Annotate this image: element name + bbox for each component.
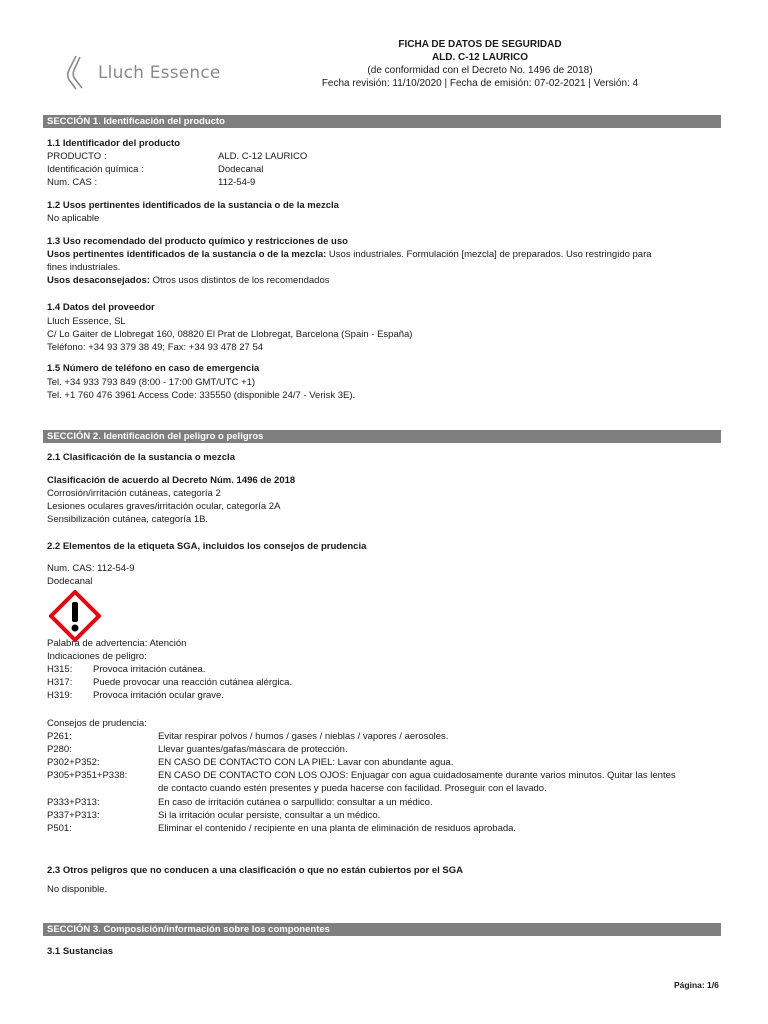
supplier-phone: Teléfono: +34 93 379 38 49; Fax: +34 93 478 27 54	[47, 342, 264, 353]
heading-1-3: 1.3 Uso recomendado del producto químico y restricciones de uso	[47, 236, 348, 247]
emergency-phone-2: Tel. +1 760 476 3961 Access Code: 335550 (disponible 24/7 - Verisk 3E).	[47, 390, 356, 401]
precaution-text: Si la irritación ocular persiste, consultar a un médico.	[158, 810, 381, 821]
precaution-text-cont: de contacto cuando estén presentes y pueda hacerse con facilidad. Proseguir con el lavado.	[158, 783, 547, 794]
section-1-header: SECCIÓN 1. Identificación del producto	[43, 115, 721, 128]
heading-1-1: 1.1 Identificador del producto	[47, 138, 181, 149]
precaution-text: EN CASO DE CONTACTO CON LA PIEL: Lavar con abundante agua.	[158, 757, 454, 768]
decree-note: (de conformidad con el Decreto No. 1496 de 2018)	[367, 65, 593, 76]
classification-heading: Clasificación de acuerdo al Decreto Núm. 1496 de 2018	[47, 475, 296, 486]
product-title: ALD. C-12 LAURICO	[431, 52, 529, 63]
signal-word: Palabra de advertencia: Atención	[47, 638, 187, 649]
precaution-code: P261:	[47, 731, 72, 742]
heading-2-2: 2.2 Elementos de la etiqueta SGA, incluidos los consejos de prudencia	[47, 541, 367, 552]
precaution-text: EN CASO DE CONTACTO CON LOS OJOS: Enjuagar con agua cuidadosamente durante varios minutos. Quitar las lentes	[158, 770, 676, 781]
precaution-text: En caso de irritación cutánea o sarpullido: consultar a un médico.	[158, 797, 433, 808]
heading-2-1: 2.1 Clasificación de la sustancia o mezcla	[47, 452, 235, 463]
precaution-code: P280:	[47, 744, 72, 755]
hazard-text: Provoca irritación cutánea.	[93, 664, 206, 675]
heading-1-2: 1.2 Usos pertinentes identificados de la sustancia o de la mezcla	[47, 200, 339, 211]
hazard-statements-label: Indicaciones de peligro:	[47, 651, 147, 662]
classification-1: Corrosión/irritación cutáneas, categoría 2	[47, 488, 221, 499]
emergency-phone-1: Tel. +34 933 793 849 (8:00 - 17:00 GMT/UTC +1)	[47, 377, 256, 388]
discouraged-uses-text: Otros usos distintos de los recomendados	[149, 275, 330, 286]
value-cas: 112-54-9	[218, 177, 256, 188]
precautionary-label: Consejos de prudencia:	[47, 718, 147, 729]
value-product: ALD. C-12 LAURICO	[218, 151, 308, 162]
classification-2: Lesiones oculares graves/irritación ocular, categoría 2A	[47, 501, 281, 512]
logo-text: Lluch Essence	[98, 63, 221, 83]
recommended-uses-line	[47, 249, 652, 262]
precaution-code: P305+P351+P338:	[47, 770, 128, 781]
label-cas-number: Num. CAS: 112-54-9	[47, 563, 135, 574]
hazard-text: Puede provocar una reacción cutánea alérgica.	[93, 677, 293, 688]
classification-3: Sensibilización cutánea, categoría 1B.	[47, 514, 209, 525]
label-cas: Num. CAS :	[47, 177, 98, 188]
doc-title: FICHA DE DATOS DE SEGURIDAD	[398, 39, 562, 50]
label-product: PRODUCTO :	[47, 151, 107, 162]
supplier-name: Lluch Essence, SL	[47, 316, 126, 327]
document-header	[290, 38, 670, 90]
heading-2-3: 2.3 Otros peligros que no conducen a una clasificación o que no están cubiertos por el SGA	[47, 865, 463, 876]
discouraged-uses-label: Usos desaconsejados:	[47, 275, 150, 286]
precaution-code: P302+P352:	[47, 757, 100, 768]
label-chemical-id: Identificación química :	[47, 164, 144, 175]
value-chemical-id: Dodecanal	[218, 164, 264, 175]
recommended-uses-cont: fines industriales.	[47, 262, 121, 273]
revision-info: Fecha revisión: 11/10/2020 | Fecha de emisión: 07-02-2021 | Versión: 4	[321, 78, 639, 89]
hazard-code: H315:	[47, 664, 73, 675]
section-2-header: SECCIÓN 2. Identificación del peligro o peligros	[43, 430, 721, 443]
precaution-text: Eliminar el contenido / recipiente en una planta de eliminación de residuos aprobada.	[158, 823, 517, 834]
precaution-code: P337+P313:	[47, 810, 100, 821]
precaution-code: P333+P313:	[47, 797, 100, 808]
heading-1-5: 1.5 Número de teléfono en caso de emergencia	[47, 363, 260, 374]
recommended-uses-text: Usos industriales. Formulación [mezcla] de preparados. Uso restringido para	[326, 249, 652, 260]
section-3-header: SECCIÓN 3. Composición/información sobre los componentes	[43, 923, 721, 936]
hazard-text: Provoca irritación ocular grave.	[93, 690, 224, 701]
page-number: Página: 1/6	[674, 980, 719, 990]
discouraged-uses-line	[47, 275, 330, 288]
company-logo	[66, 54, 221, 92]
text-1-2: No aplicable	[47, 213, 100, 224]
precaution-code: P501:	[47, 823, 72, 834]
precaution-text: Llevar guantes/gafas/máscara de protección.	[158, 744, 348, 755]
supplier-address: C/ Lo Gaiter de Llobregat 160, 08820 El Prat de Llobregat, Barcelona (Spain - España)	[47, 329, 413, 340]
heading-1-4: 1.4 Datos del proveedor	[47, 302, 155, 313]
label-substance-name: Dodecanal	[47, 576, 93, 587]
hazard-code: H319:	[47, 690, 73, 701]
heading-3-1: 3.1 Sustancias	[47, 946, 114, 957]
logo-mark-icon	[66, 54, 88, 92]
recommended-uses-label: Usos pertinentes identificados de la sustancia o de la mezcla:	[47, 249, 327, 260]
precaution-text: Evitar respirar polvos / humos / gases / nieblas / vapores / aerosoles.	[158, 731, 449, 742]
text-2-3: No disponible.	[47, 884, 108, 895]
hazard-code: H317:	[47, 677, 73, 688]
